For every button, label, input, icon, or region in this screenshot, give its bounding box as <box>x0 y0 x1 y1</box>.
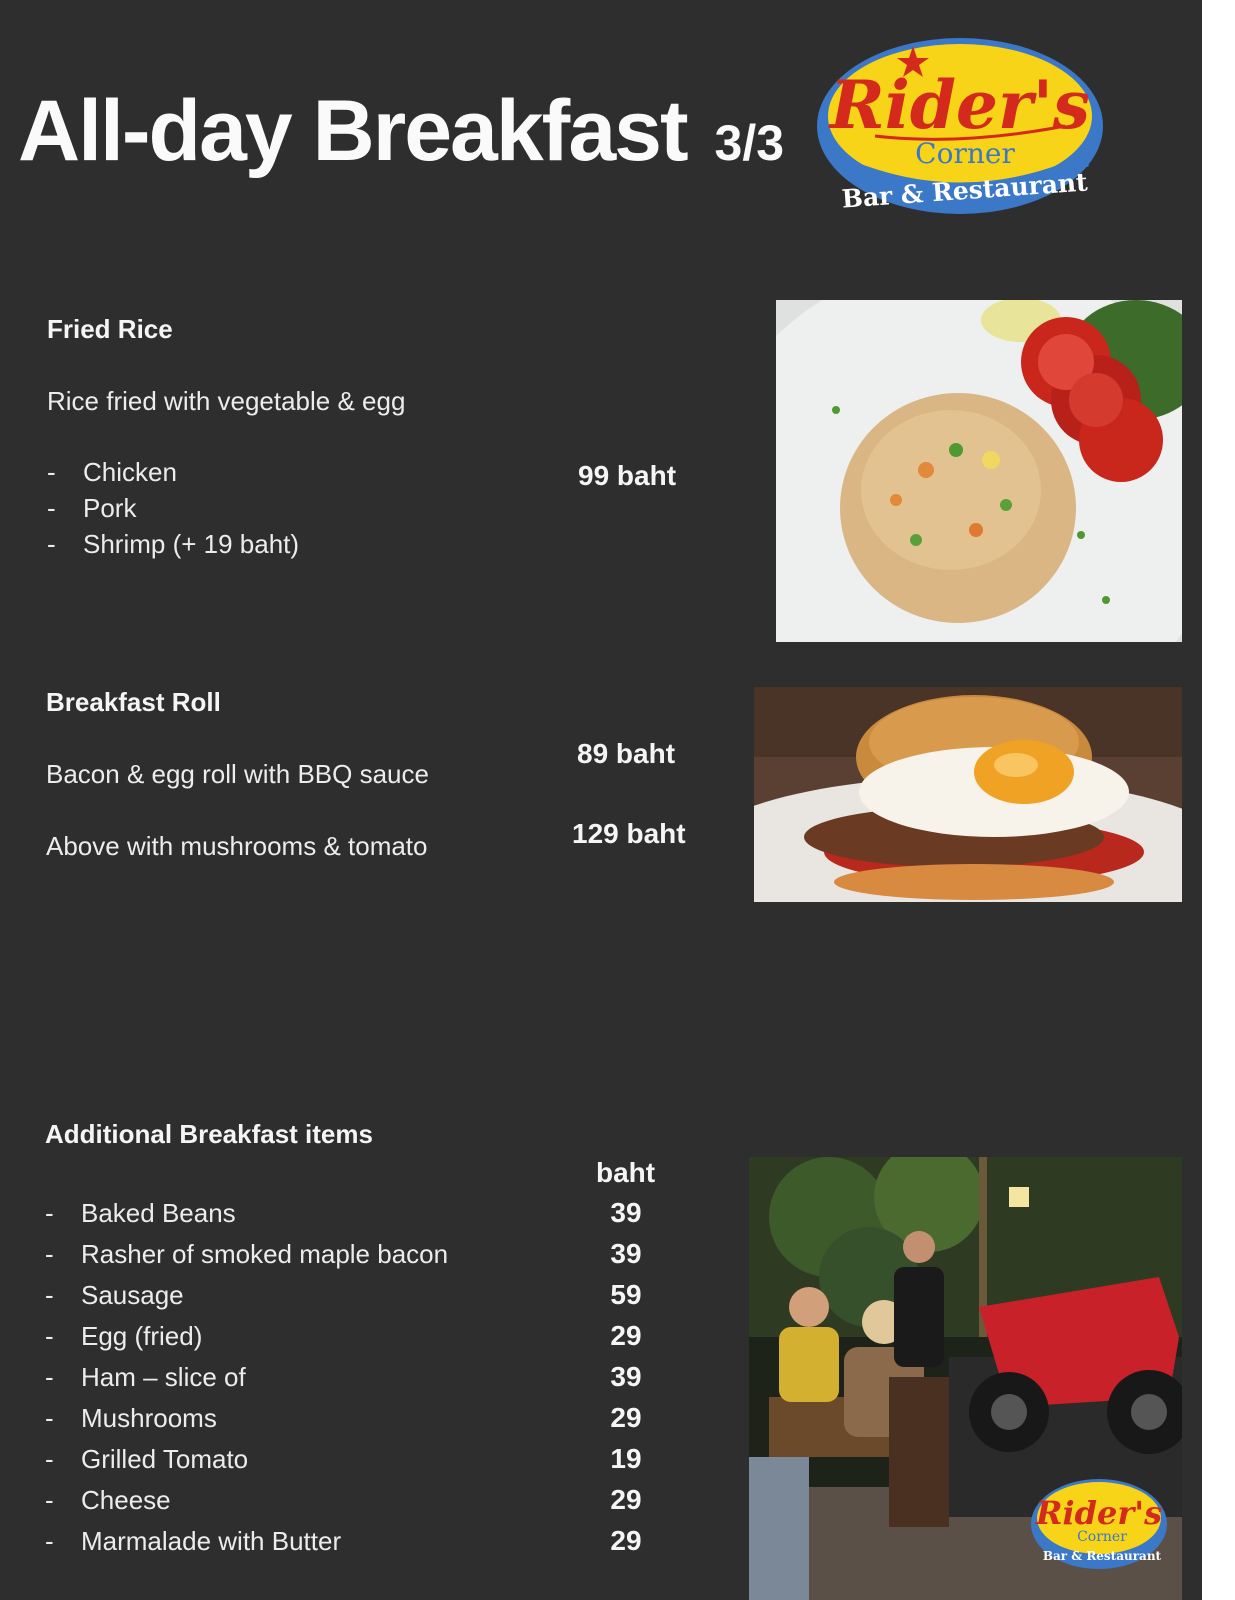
breakfast-roll-price-2: 129 baht <box>572 818 686 849</box>
list-item: - Egg (fried) <box>45 1316 448 1357</box>
list-item: - Sausage <box>45 1275 448 1316</box>
breakfast-roll-photo <box>754 687 1182 902</box>
page-number: 3/3 <box>714 115 785 171</box>
list-item: - Grilled Tomato <box>45 1439 448 1480</box>
list-item-price: 29 <box>610 1484 642 1515</box>
list-item-price: 29 <box>610 1320 642 1351</box>
list-item: - Pork <box>47 490 299 526</box>
riders-corner-logo-small <box>1030 1478 1168 1570</box>
additional-price-header: baht <box>596 1157 656 1188</box>
breakfast-roll-title: Breakfast Roll <box>46 687 221 717</box>
riders-corner-logo <box>815 36 1105 216</box>
fried-rice-description: Rice fried with vegetable & egg <box>47 386 406 416</box>
list-item: - Ham – slice of <box>45 1357 448 1398</box>
list-item: - Shrimp (+ 19 baht) <box>47 526 299 562</box>
additional-title: Additional Breakfast items <box>45 1119 373 1149</box>
additional-items-list <box>45 1193 448 1562</box>
list-item-price: 29 <box>610 1402 642 1433</box>
small-logo-line3: Bar & Restaurant <box>1042 1549 1162 1563</box>
list-item: - Mushrooms <box>45 1398 448 1439</box>
list-item: - Chicken <box>47 454 299 490</box>
small-logo-line2: Corner <box>1077 1529 1127 1545</box>
fried-rice-photo <box>776 300 1182 642</box>
list-item-price: 29 <box>610 1525 642 1556</box>
fried-rice-title: Fried Rice <box>47 314 173 344</box>
list-item: - Cheese <box>45 1480 448 1521</box>
logo-line2: Corner <box>915 137 1015 170</box>
logo-line1: Rider's <box>829 66 1091 144</box>
breakfast-roll-item-2: Above with mushrooms & tomato <box>46 831 428 861</box>
list-item: - Rasher of smoked maple bacon <box>45 1234 448 1275</box>
fried-rice-options <box>47 454 299 562</box>
logo-line3: Bar & Restaurant <box>840 167 1089 214</box>
list-item-price: 39 <box>610 1197 642 1228</box>
page-title <box>18 82 784 181</box>
list-item-price: 59 <box>610 1279 642 1310</box>
list-item-price: 19 <box>610 1443 642 1474</box>
fried-rice-price: 99 baht <box>578 460 677 491</box>
breakfast-roll-price-1: 89 baht <box>577 738 676 769</box>
list-item: - Baked Beans <box>45 1193 448 1234</box>
title-text: All-day Breakfast <box>18 83 687 179</box>
breakfast-roll-item-1: Bacon & egg roll with BBQ sauce <box>46 759 429 789</box>
small-logo-line1: Rider's <box>1035 1494 1163 1532</box>
additional-prices-list <box>596 1192 656 1561</box>
list-item-price: 39 <box>610 1361 642 1392</box>
list-item: - Marmalade with Butter <box>45 1521 448 1562</box>
list-item-price: 39 <box>610 1238 642 1269</box>
